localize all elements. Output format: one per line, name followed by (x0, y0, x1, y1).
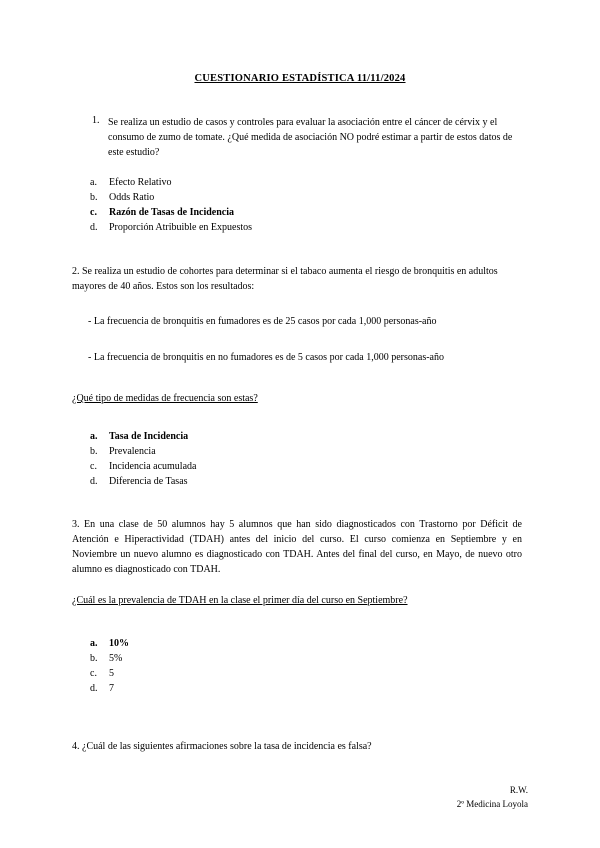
q3-option-c: c. 5 (90, 668, 114, 679)
q2-result-2: - La frecuencia de bronquitis en no fumadores es de 5 casos por cada 1,000 personas-año (88, 352, 444, 363)
q1-number: 1. (92, 115, 100, 126)
q3-option-a: a. 10% (90, 638, 129, 649)
q1-option-c: c. Razón de Tasas de Incidencia (90, 207, 235, 218)
q1-text: Se realiza un estudio de casos y controles para evaluar la asociación entre el cáncer de cérvix y el consumo de zumo de tomate. ¿Qué medida de asociación NO podré estimar a partir de estos datos de este estudio? (108, 117, 513, 158)
q1-option-b: b. Odds Ratio (90, 192, 155, 203)
q3-option-d: d. 7 (90, 683, 114, 694)
q1-option-a: a. Efecto Relativo (90, 177, 172, 188)
footer-course: 2º Medicina Loyola (456, 799, 528, 809)
q2-result-1: - La frecuencia de bronquitis en fumadores es de 25 casos por cada 1,000 personas-año (88, 316, 437, 327)
q2-option-d: d. Diferencia de Tasas (90, 476, 188, 487)
footer-author: R.W. (509, 785, 528, 795)
q2-option-b: b. Prevalencia (90, 446, 156, 457)
q4-text: 4. ¿Cuál de las siguientes afirmaciones sobre la tasa de incidencia es falsa? (72, 741, 372, 752)
document-title: CUESTIONARIO ESTADÍSTICA 11/11/2024 (194, 73, 406, 84)
q3-option-b: b. 5% (90, 653, 123, 664)
q1-option-d: d. Proporción Atribuible en Expuestos (90, 222, 253, 233)
q3-text: 3. En una clase de 50 alumnos hay 5 alumnos que han sido diagnosticados con Trastorno por Déficit de Atención e Hiperactividad (TDAH) antes del inicio del curso. El curso comienza en Septiembre y en Noviembre un nuevo alumno es diagnosticado con TDAH. Antes del final del curso, en Mayo, de nuevo otro alumno es diagnosticado con TDAH. (72, 519, 522, 575)
q2-text: 2. Se realiza un estudio de cohortes para determinar si el tabaco aumenta el riesgo de bronquitis en adultos mayores de 40 años. Estos son los resultados: (72, 266, 498, 292)
q3-question: ¿Cuál es la prevalencia de TDAH en la clase el primer día del curso en Septiembre? (72, 595, 408, 606)
q2-question: ¿Qué tipo de medidas de frecuencia son estas? (72, 393, 258, 404)
q2-option-c: c. Incidencia acumulada (90, 461, 197, 472)
q2-option-a: a. Tasa de Incidencia (90, 431, 189, 442)
q1-options (90, 175, 252, 235)
q2-options (90, 429, 196, 489)
q3-options (90, 636, 129, 696)
